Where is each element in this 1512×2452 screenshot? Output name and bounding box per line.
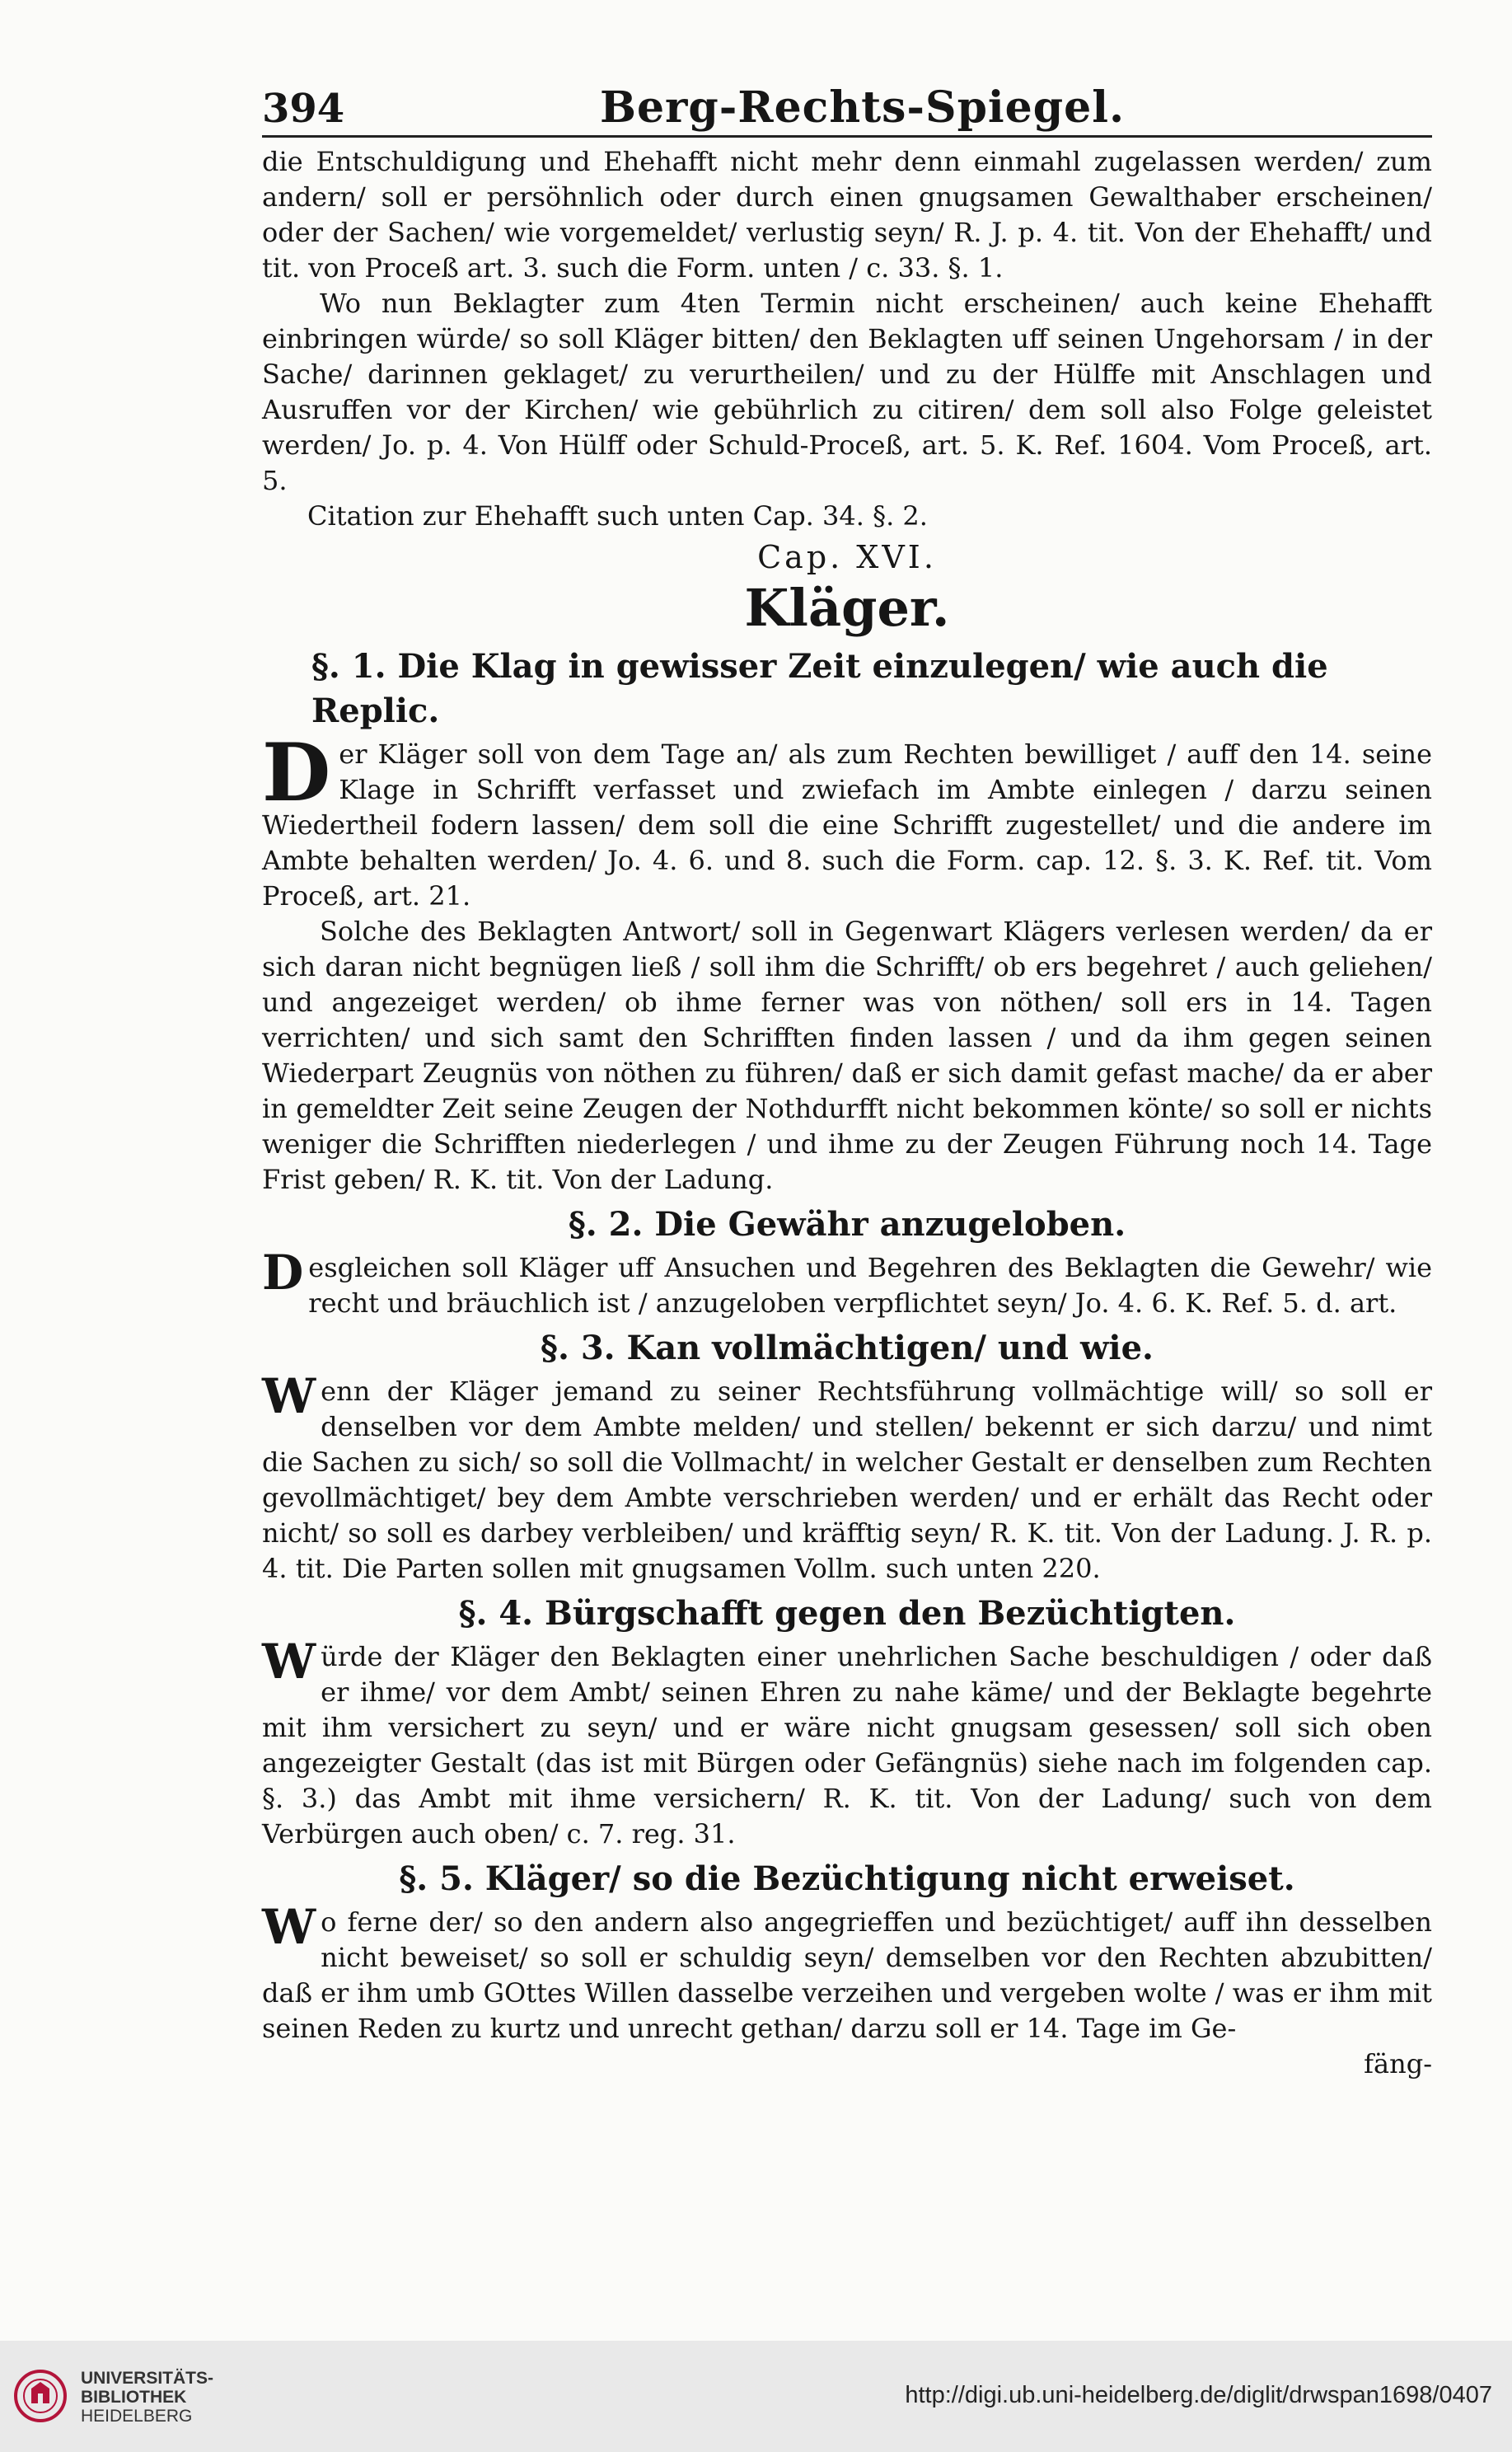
university-seal-icon xyxy=(13,2369,68,2423)
chapter-title: Kläger. xyxy=(744,578,950,638)
running-head xyxy=(262,82,1432,138)
section-paragraph: Der Kläger soll von dem Tage an/ als zum Rechten bewilliget / auff den 14. seine Klage in Schrifft verfasset und zwiefach im Ambte einlegen / darzu seinen Wiedertheil fodern lassen/ dem soll die eine Schrifft zugestellet/ und die andere im Ambte behalten werden/ Jo. 4. 6. und 8. such die Form. cap. 12. §. 3. K. Ref. tit. Vom Proceß, art. 21. xyxy=(262,726,1432,912)
section-heading: §. 4. Bürgschafft gegen den Bezüchtigten. xyxy=(458,1594,1236,1633)
library-name xyxy=(81,2369,213,2426)
library-name-line: HEIDELBERG xyxy=(81,2407,193,2426)
footer-bar xyxy=(0,2341,1512,2452)
section-paragraph: Desgleichen soll Kläger uff Ansuchen und Begehren des Beklagten die Gewehr/ wie recht und bräuchlich ist / anzugeloben verpflichtet seyn/ Jo. 4. 6. K. Ref. 5. d. art. xyxy=(262,1245,1432,1319)
section-paragraph: Würde der Kläger den Beklagten einer unehrlichen Sache beschuldigen / oder daß er ihme/ vor dem Ambt/ seinen Ehren zu nahe käme/ und der Beklagte begehrte mit ihm versichert zu seyn/ und er wäre nicht gnugsam gesessen/ soll sich oben angezeigter Gestalt (das ist mit Bürgen oder Gefängnüs) siehe nach im folgenden cap. §. 3.) das Ambt mit ihme versichern/ R. K. tit. Von der Ladung/ such von dem Verbürgen auch oben/ c. 7. reg. 31. xyxy=(262,1634,1432,1850)
section-paragraph: Solche des Beklagten Antwort/ soll in Gegenwart Klägers verlesen werden/ da er sich daran nicht begnügen ließ / soll ihm die Schrifft/ ob ers begehret / auch geliehen/ und angezeiget werden/ ob ihme ferner was von nöthen/ soll ers in 14. Tagen verrichten/ und sich samt den Schrifften finden lassen / und da ihm gegen seinen Wiederpart Zeugnüs von nöthen zu führen/ daß er sich damit gefast mache/ da er aber in gemeldter Zeit seine Zeugen der Nothdurfft nicht bekommen könte/ so soll er nichts weniger die Schrifften niederlegen / und ihme zu der Zeugen Führung noch 14. Tage Frist geben/ R. K. tit. Von der Ladung. xyxy=(262,916,1432,1195)
running-title: Berg-Rechts-Spiegel. xyxy=(600,82,1126,133)
section-heading: §. 1. Die Klag in gewisser Zeit einzulegen/ wie auch die Replic. xyxy=(311,647,1328,730)
paragraph: Wo nun Beklagter zum 4ten Termin nicht erscheinen/ auch keine Ehehafft einbringen würde/ so soll Kläger bitten/ den Beklagten uff seinen Ungehorsam / in der Sache/ darinnen geklaget/ zu verurtheilen/ und zu der Hülffe mit Anschlagen und Ausruffen vor der Kirchen/ wie gebührlich zu citiren/ dem soll also Folge geleistet werden/ Jo. p. 4. Von Hülff oder Schuld-Proceß, art. 5. K. Ref. 1604. Vom Proceß, art. 5. xyxy=(262,288,1432,496)
paragraph-continuation: die Entschuldigung und Ehehafft nicht mehr denn einmahl zugelassen werden/ zum andern/ soll er persöhnlich oder durch einen gnugsamen Gewalthaber erscheinen/ oder der Sachen/ wie vorgemeldet/ verlustig seyn/ R. J. p. 4. tit. Von der Ehehafft/ und tit. von Proceß art. 3. such die Form. unten / c. 33. §. 1. xyxy=(262,146,1432,284)
page-number: 394 xyxy=(262,86,345,132)
section-heading: §. 5. Kläger/ so die Bezüchtigung nicht erweiset. xyxy=(399,1859,1295,1898)
text-block xyxy=(262,82,1432,2081)
cross-reference: Citation zur Ehehafft such unten Cap. 34. §. 2. xyxy=(307,500,928,532)
catchword: fäng- xyxy=(1364,2048,1432,2079)
section-paragraph: Wenn der Kläger jemand zu seiner Rechtsführung vollmächtige will/ so soll er denselben vor dem Ambte melden/ und stellen/ bekennt er sich darzu/ und nimt die Sachen zu sich/ so soll die Vollmacht/ in welcher Gestalt er denselben zum Rechten gevollmächtiget/ bey dem Ambte verschrieben werden/ und er erhält das Recht oder nicht/ so soll es darbey verbleiben/ und kräfftig seyn/ R. K. tit. Von der Ladung. J. R. p. 4. tit. Die Parten sollen mit gnugsamen Vollm. such unten 220. xyxy=(262,1368,1432,1584)
document-url-link[interactable]: http://digi.ub.uni-heidelberg.de/diglit/drwspan1698/0407 xyxy=(905,2382,1492,2408)
library-name-line: UNIVERSITÄTS- xyxy=(81,2369,214,2388)
section-heading: §. 2. Die Gewähr anzugeloben. xyxy=(568,1205,1126,1244)
section-heading: §. 3. Kan vollmächtigen/ und wie. xyxy=(541,1329,1154,1367)
chapter-label: Cap. XVI. xyxy=(757,539,937,575)
section-paragraph: Wo ferne der/ so den andern also angegrieffen und bezüchtiget/ auff ihn desselben nicht beweiset/ so soll er schuldig seyn/ demselben vor den Rechten abzubitten/ daß er ihm umb GOttes Willen dasselbe verzeihen und vergeben wolte / was er ihm mit seinen Reden zu kurtz und unrecht gethan/ darzu soll er 14. Tage im Ge- xyxy=(262,1899,1433,2044)
library-name-line: BIBLIOTHEK xyxy=(81,2388,187,2407)
